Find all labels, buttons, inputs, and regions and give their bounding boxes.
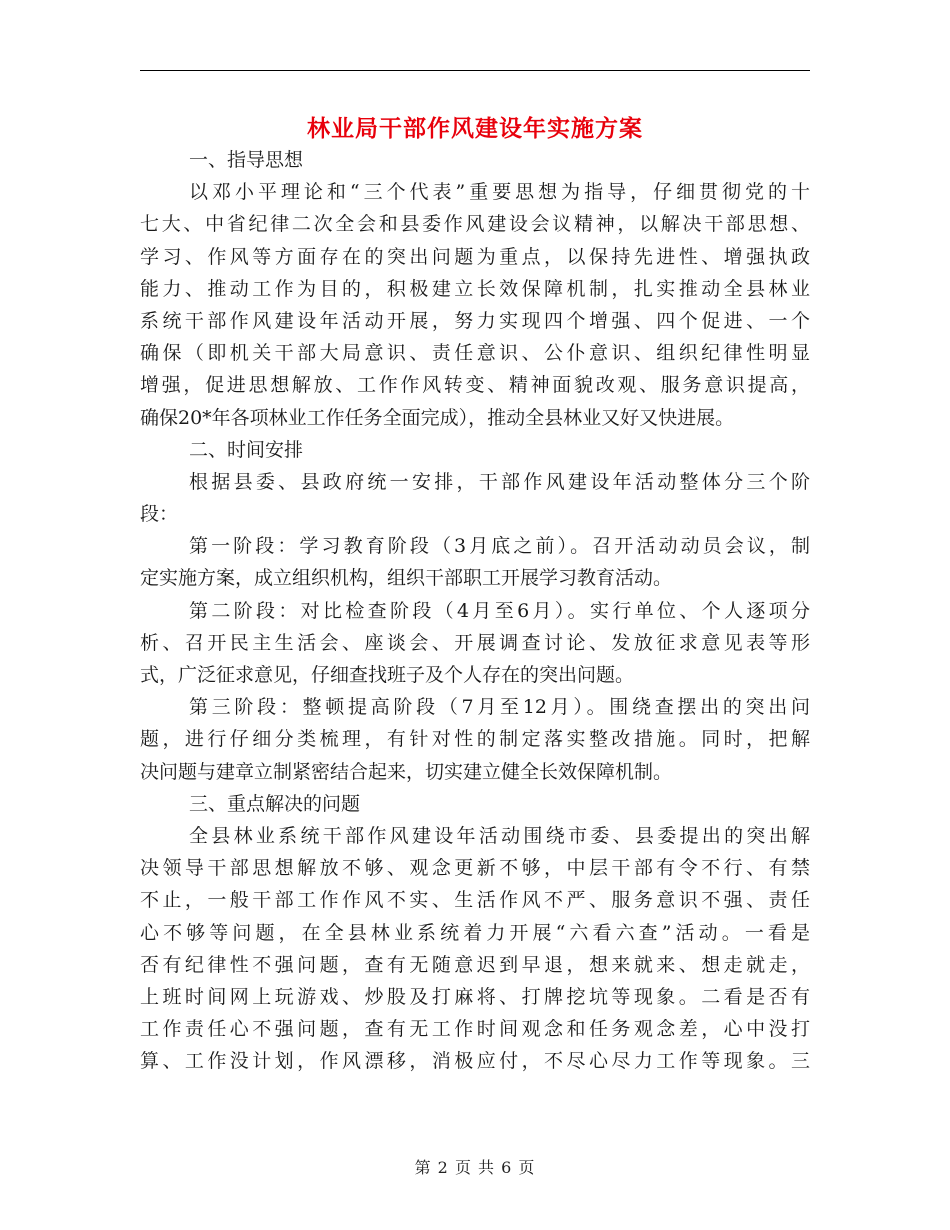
text-line: 决问题与建章立制紧密结合起来，切实建立健全长效保障机制。	[140, 760, 673, 783]
text-line: 能力、推动工作为目的，积极建立长效保障机制，扎实推动全县林业	[140, 277, 810, 300]
text-line: 不止，一般干部工作作风不实、生活作风不严、服务意识不强、责任	[140, 889, 810, 912]
text-line: 算、工作没计划，作风漂移，消极应付，不尽心尽力工作等现象。三	[140, 1050, 810, 1073]
text-line: 心不够等问题，在全县林业系统着力开展“六看六查”活动。一看是	[140, 921, 810, 944]
text-line: 七大、中省纪律二次全会和县委作风建设会议精神，以解决干部思想、	[140, 213, 810, 236]
text-line: 定实施方案，成立组织机构，组织干部职工开展学习教育活动。	[140, 567, 673, 590]
text-line: 全县林业系统干部作风建设年活动围绕市委、县委提出的突出解	[189, 824, 810, 847]
text-line: 上班时间网上玩游戏、炒股及打麻将、打牌挖坑等现象。二看是否有	[140, 985, 810, 1008]
text-line: 第一阶段：学习教育阶段（3月底之前）。召开活动动员会议，制	[189, 535, 810, 558]
text-line: 一、指导思想	[189, 149, 304, 171]
text-line: 三、重点解决的问题	[189, 792, 361, 815]
document-title: 林业局干部作风建设年实施方案	[307, 115, 643, 142]
text-line: 析、召开民主生活会、座谈会、开展调查讨论、发放征求意见表等形	[140, 631, 810, 654]
text-line: 确保（即机关干部大局意识、责任意识、公仆意识、组织纪律性明显	[140, 342, 810, 365]
text-line: 根据县委、县政府统一安排，干部作风建设年活动整体分三个阶	[189, 470, 810, 493]
header-rule	[140, 70, 810, 71]
text-line: 第三阶段：整顿提高阶段（7月至12月）。围绕查摆出的突出问	[189, 696, 810, 719]
text-line: 二、时间安排	[189, 438, 304, 461]
text-line: 工作责任心不强问题，查有无工作时间观念和任务观念差，心中没打	[140, 1018, 810, 1041]
text-line: 学习、作风等方面存在的突出问题为重点，以保持先进性、增强执政	[140, 245, 810, 268]
text-line: 系统干部作风建设年活动开展，努力实现四个增强、四个促进、一个	[140, 309, 810, 332]
text-line: 第二阶段：对比检查阶段（4月至6月）。实行单位、个人逐项分	[189, 599, 810, 622]
text-line: 题，进行仔细分类梳理，有针对性的制定落实整改措施。同时，把解	[140, 728, 810, 751]
text-line: 增强，促进思想解放、工作作风转变、精神面貌改观、服务意识提高，	[140, 374, 810, 397]
text-line: 以邓小平理论和“三个代表”重要思想为指导，仔细贯彻党的十	[189, 181, 810, 204]
text-line: 决领导干部思想解放不够、观念更新不够，中层干部有令不行、有禁	[140, 857, 810, 880]
text-line: 式，广泛征求意见，仔细查找班子及个人存在的突出问题。	[140, 664, 635, 686]
text-line: 否有纪律性不强问题，查有无随意迟到早退，想来就来、想走就走，	[140, 953, 810, 976]
page-footer: 第 2 页 共 6 页	[414, 1158, 536, 1177]
text-line: 段：	[140, 503, 179, 526]
document-body	[140, 144, 810, 1077]
text-line: 确保20*年各项林业工作任务全面完成），推动全县林业又好又快进展。	[140, 406, 735, 429]
